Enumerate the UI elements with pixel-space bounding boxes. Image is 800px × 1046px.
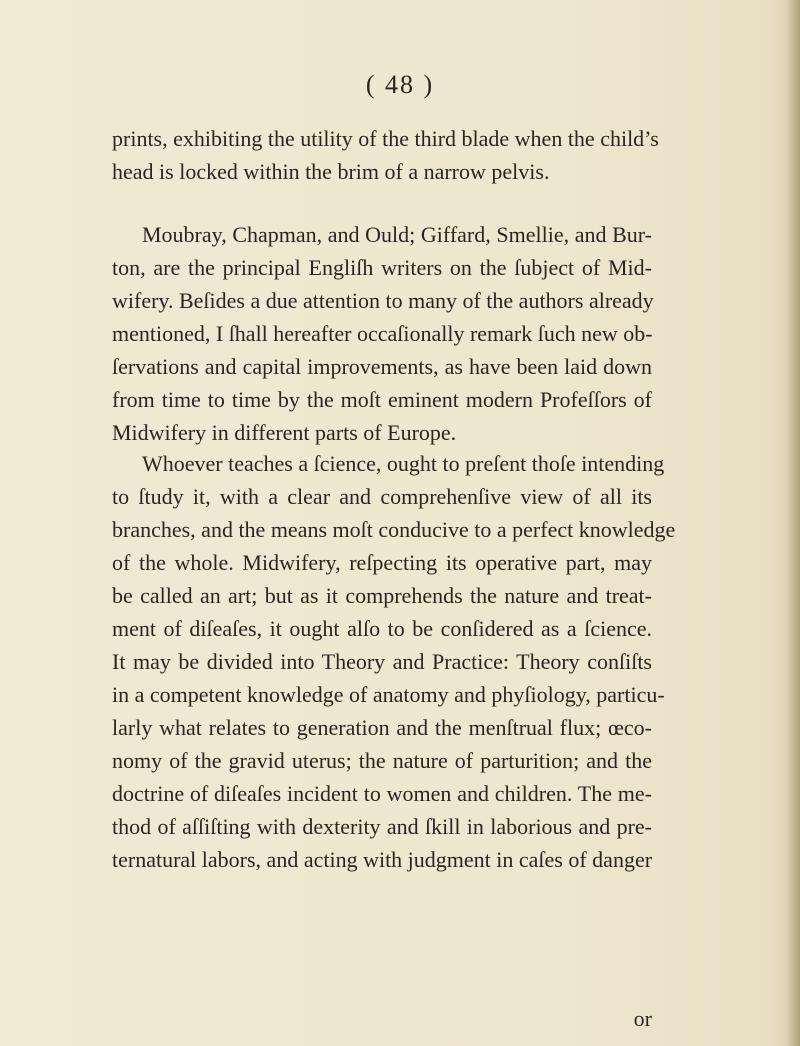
text-line: thod of aſſiſting with dexterity and ſkill in laborious and pre-: [112, 814, 652, 839]
text-line: wifery. Beſides a due attention to many of the authors already: [112, 288, 654, 313]
text-line: head is locked within the brim of a narrow pelvis.: [112, 159, 550, 184]
page-edge-shadow: [786, 0, 800, 1046]
paragraph-3: [112, 447, 676, 876]
text-line: It may be divided into Theory and Practice: Theory conſiſts: [112, 649, 652, 674]
text-line: prints, exhibiting the utility of the third blade when the child’s: [112, 126, 659, 151]
catchword-block: [112, 1002, 652, 1035]
text-line: ment of diſeaſes, it ought alſo to be conſidered as a ſcience.: [112, 616, 652, 641]
text-line: ſervations and capital improvements, as have been laid down: [112, 354, 652, 379]
text-line: nomy of the gravid uterus; the nature of parturition; and the: [112, 748, 652, 773]
text-line: branches, and the means moſt conducive to a perfect knowledge: [112, 517, 676, 542]
text-line: mentioned, I ſhall hereafter occaſionally remark ſuch new ob-: [112, 321, 653, 346]
text-line: to ſtudy it, with a clear and comprehenſive view of all its: [112, 484, 652, 509]
paragraph-2: [112, 218, 652, 449]
text-line: of the whole. Midwifery, reſpecting its operative part, may: [112, 550, 652, 575]
text-line: be called an art; but as it comprehends the nature and treat-: [112, 583, 652, 608]
text-line: Moubray, Chapman, and Ould; Giffard, Smellie, and Bur-: [142, 222, 652, 247]
text-line: Midwifery in different parts of Europe.: [112, 420, 457, 445]
text-line: ton, are the principal Engliſh writers on the ſubject of Mid-: [112, 255, 652, 280]
paragraph-1: [112, 122, 659, 188]
text-line: doctrine of diſeaſes incident to women and children. The me-: [112, 781, 652, 806]
text-line: ternatural labors, and acting with judgment in caſes of danger: [112, 847, 653, 872]
text-line: Whoever teaches a ſcience, ought to preſent thoſe intending: [142, 451, 665, 476]
text-line: from time to time by the moſt eminent modern Profeſſors of: [112, 387, 652, 412]
page-number: ( 48 ): [365, 70, 435, 99]
text-line: larly what relates to generation and the menſtrual flux; œco-: [112, 715, 652, 740]
catchword: or: [633, 1006, 652, 1031]
text-line: in a competent knowledge of anatomy and phyſiology, particu-: [112, 682, 665, 707]
